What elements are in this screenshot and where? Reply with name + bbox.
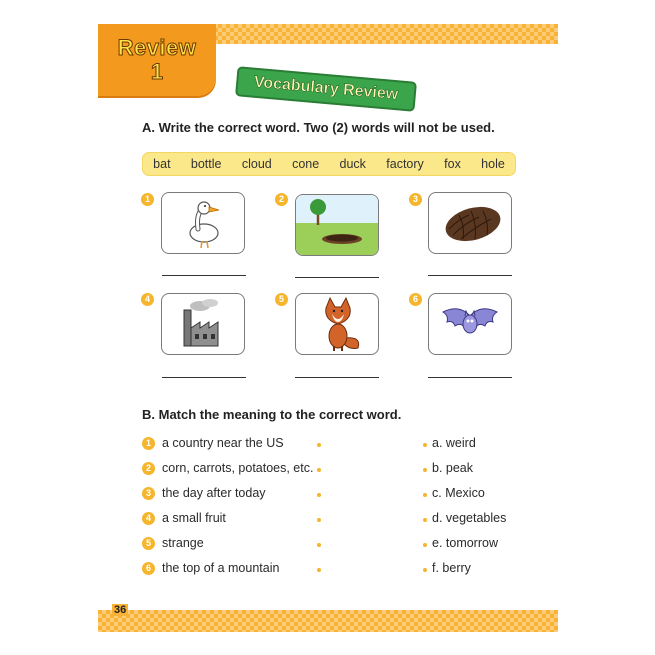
word-bank-item: hole [481, 157, 505, 171]
meaning-number: 1 [142, 437, 155, 450]
bat-icon [429, 294, 511, 354]
hole-icon [296, 195, 378, 255]
picture-card [161, 192, 245, 254]
match-dot-left[interactable] [317, 543, 321, 547]
meaning-number: 2 [142, 462, 155, 475]
review-number: 1 [150, 59, 164, 84]
answer-option: d. vegetables [432, 511, 507, 525]
match-dot-left[interactable] [317, 518, 321, 522]
answer-option: e. tomorrow [432, 536, 498, 550]
meaning-item [142, 436, 284, 450]
picture-card [161, 293, 245, 355]
word-bank-item: bat [153, 157, 171, 171]
answer-line[interactable] [162, 275, 246, 276]
section-title: Vocabulary Review [253, 73, 399, 104]
item-number: 1 [141, 193, 154, 206]
answer-option: a. weird [432, 436, 476, 450]
pine-cone-icon [429, 193, 511, 253]
word-bank-item: cloud [241, 157, 272, 171]
bottom-decorative-band [98, 610, 558, 632]
meaning-item [142, 486, 266, 500]
fox-icon [296, 294, 378, 354]
word-bank-item: fox [444, 157, 461, 171]
match-dot-left[interactable] [317, 493, 321, 497]
match-dot-right[interactable] [423, 543, 427, 547]
part-a-instruction: A. Write the correct word. Two (2) words will not be used. [142, 120, 495, 135]
word-bank-item: bottle [190, 157, 222, 171]
answer-line[interactable] [162, 377, 246, 378]
word-bank-item: duck [339, 157, 366, 171]
meaning-text: the top of a mountain [162, 561, 280, 575]
match-dot-right[interactable] [423, 568, 427, 572]
section-title-banner [235, 66, 417, 112]
match-dot-right[interactable] [423, 518, 427, 522]
review-label: Review [117, 35, 197, 60]
meaning-number: 5 [142, 537, 155, 550]
meaning-item [142, 461, 313, 475]
answer-line[interactable] [428, 377, 512, 378]
item-number: 5 [275, 293, 288, 306]
picture-card [428, 192, 512, 254]
picture-card [295, 293, 379, 355]
meaning-text: strange [162, 536, 204, 550]
picture-card [295, 194, 379, 256]
answer-line[interactable] [295, 277, 379, 278]
answer-line[interactable] [295, 377, 379, 378]
answer-option: c. Mexico [432, 486, 485, 500]
item-number: 6 [409, 293, 422, 306]
match-dot-left[interactable] [317, 443, 321, 447]
review-badge [98, 24, 216, 96]
meaning-text: the day after today [162, 486, 266, 500]
answer-option: b. peak [432, 461, 474, 475]
meaning-item [142, 511, 226, 525]
meaning-number: 6 [142, 562, 155, 575]
answer-line[interactable] [428, 275, 512, 276]
match-dot-left[interactable] [317, 568, 321, 572]
item-number: 3 [409, 193, 422, 206]
meaning-text: a small fruit [162, 511, 226, 525]
part-b-instruction: B. Match the meaning to the correct word. [142, 407, 402, 422]
factory-icon [162, 294, 244, 354]
word-bank-item: cone [292, 157, 320, 171]
match-dot-right[interactable] [423, 443, 427, 447]
meaning-text: a country near the US [162, 436, 284, 450]
answer-option: f. berry [432, 561, 471, 575]
meaning-item [142, 561, 279, 575]
meaning-text: corn, carrots, potatoes, etc. [162, 461, 314, 475]
picture-card [428, 293, 512, 355]
meaning-number: 3 [142, 487, 155, 500]
meaning-item [142, 536, 204, 550]
duck-icon [162, 193, 244, 253]
word-bank [142, 152, 516, 176]
page-number: 36 [114, 604, 127, 616]
item-number: 4 [141, 293, 154, 306]
word-bank-item: factory [386, 157, 424, 171]
meaning-number: 4 [142, 512, 155, 525]
item-number: 2 [275, 193, 288, 206]
match-dot-left[interactable] [317, 468, 321, 472]
match-dot-right[interactable] [423, 493, 427, 497]
match-dot-right[interactable] [423, 468, 427, 472]
